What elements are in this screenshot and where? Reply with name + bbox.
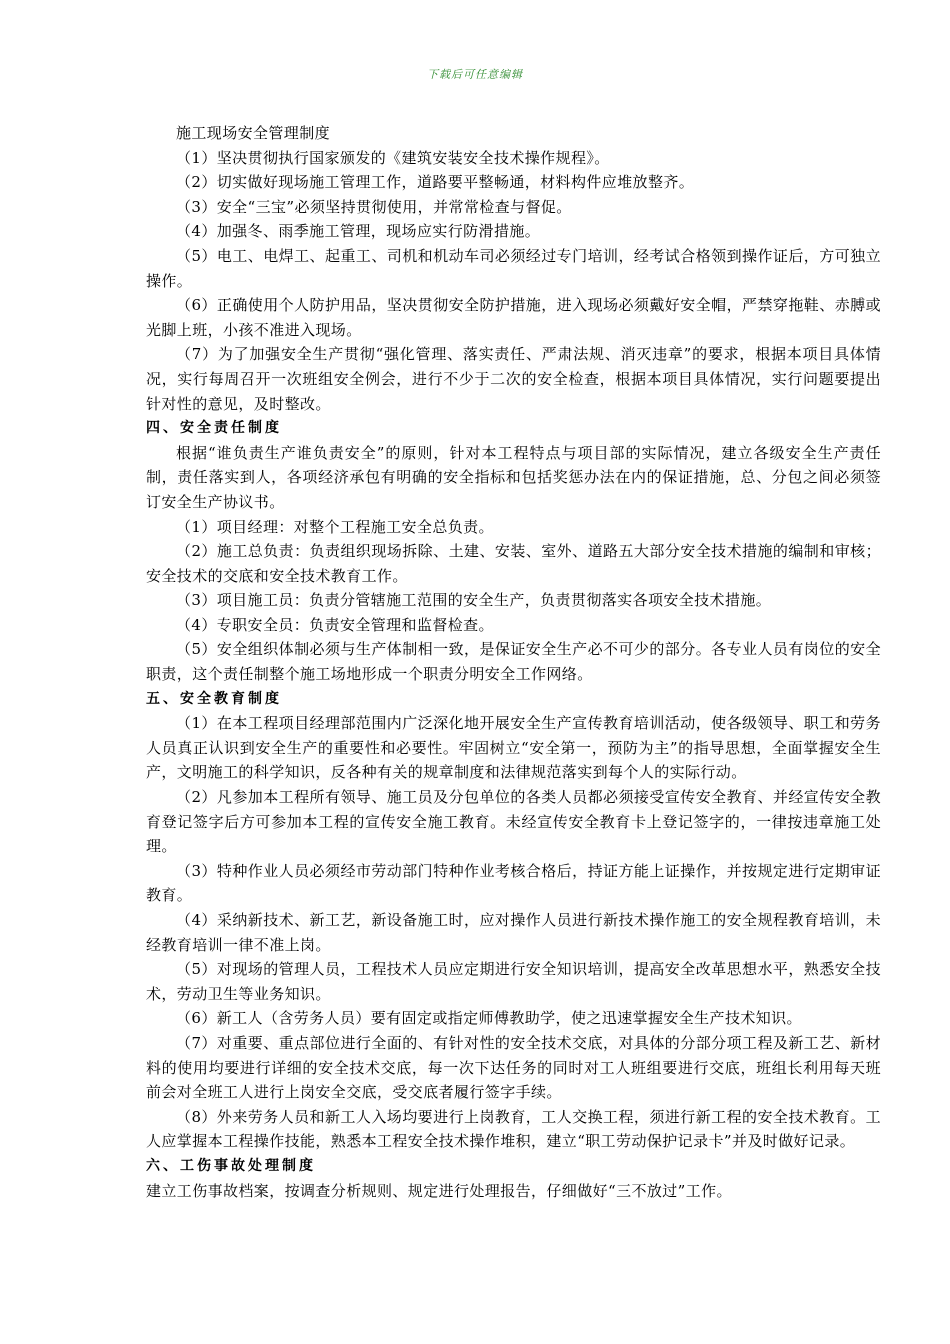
paragraph: （2）切实做好现场施工管理工作，道路要平整畅通，材料构件应堆放整齐。	[176, 173, 695, 192]
section-title: 施工现场安全管理制度	[176, 124, 331, 142]
paragraph: 建立工伤事故档案，按调查分析规则、规定进行处理报告，仔细做好“三不放过”工作。	[146, 1181, 732, 1200]
paragraph: （3）安全“三宝”必须坚持贯彻使用，并常常检查与督促。	[176, 197, 572, 216]
paragraph: （1）坚决贯彻执行国家颁发的《建筑安装安全技术操作规程》。	[176, 148, 610, 167]
paragraph: （5）对现场的管理人员，工程技术人员应定期进行安全知识培训，提高安全改革思想水平，熟悉安全技术，劳动卫生等业务知识。	[146, 960, 881, 1003]
paragraph: （3）项目施工员：负责分管辖施工范围的安全生产，负责贯彻落实各项安全技术措施。	[176, 591, 772, 610]
paragraph: 根据“谁负责生产谁负责安全”的原则，针对本工程特点与项目部的实际情况，建立各级安全生产责任制，责任落实到人，各项经济承包有明确的安全指标和包括奖惩办法在内的保证措施，总、分包之间必须签订安全生产协议书。	[146, 443, 881, 511]
paragraph: （7）对重要、重点部位进行全面的、有针对性的安全技术交底，对具体的分部分项工程及新工艺、新材料的使用均要进行详细的安全技术交底，每一次下达任务的同时对工人班组要进行交底，班组长利用每天班前会对全班工人进行上岗安全交底，受交底者履行签字手续。	[146, 1033, 881, 1102]
paragraph: （4）专职安全员：负责安全管理和监督检查。	[176, 615, 494, 634]
heading-injury-accident: 六、工伤事故处理制度	[146, 1157, 316, 1174]
paragraph: （1）项目经理：对整个工程施工安全总负责。	[176, 517, 494, 536]
heading-safety-responsibility: 四、安全责任制度	[146, 420, 282, 437]
paragraph: （4）采纳新技术、新工艺，新设备施工时，应对操作人员进行新技术操作施工的安全规程教育培训，未经教育培训一律不准上岗。	[146, 911, 881, 954]
document-body	[146, 121, 881, 1203]
paragraph: （6）正确使用个人防护用品，坚决贯彻安全防护措施，进入现场必须戴好安全帽，严禁穿拖鞋、赤膊或光脚上班，小孩不准进入现场。	[146, 296, 881, 339]
paragraph: （2）凡参加本工程所有领导、施工员及分包单位的各类人员都必须接受宣传安全教育、并经宣传安全教育登记签字后方可参加本工程的宣传安全施工教育。未经宣传安全教育卡上登记签字的，一律按违章施工处理。	[146, 788, 881, 856]
heading-safety-education: 五、安全教育制度	[146, 690, 282, 707]
paragraph: （8）外来劳务人员和新工人入场均要进行上岗教育，工人交换工程，须进行新工程的安全技术教育。工人应掌握本工程操作技能，熟悉本工程安全技术操作堆积，建立“职工劳动保护记录卡”并及时做好记录。	[146, 1107, 881, 1151]
watermark: 下载后可任意编辑	[427, 68, 523, 81]
paragraph: （1）在本工程项目经理部范围内广泛深化地开展安全生产宣传教育培训活动，使各级领导、职工和劳务人员真正认识到安全生产的重要性和必要性。牢固树立“安全第一，预防为主”的指导思想，全面掌握安全生产，文明施工的科学知识，反各种有关的规章制度和法律规范落实到每个人的实际行动。	[146, 714, 881, 782]
paragraph: （5）安全组织体制必须与生产体制相一致，是保证安全生产必不可少的部分。各专业人员有岗位的安全职责，这个责任制整个施工场地形成一个职责分明安全工作网络。	[146, 640, 881, 684]
paragraph: （5）电工、电焊工、起重工、司机和机动车司必须经过专门培训，经考试合格领到操作证后，方可独立操作。	[146, 246, 881, 290]
paragraph: （3）特种作业人员必须经市劳动部门特种作业考核合格后，持证方能上证操作，并按规定进行定期审证教育。	[146, 861, 881, 905]
paragraph: （2）施工总负责：负责组织现场拆除、土建、安装、室外、道路五大部分安全技术措施的编制和审核；安全技术的交底和安全技术教育工作。	[146, 542, 881, 585]
paragraph: （4）加强冬、雨季施工管理，现场应实行防滑措施。	[176, 222, 541, 241]
paragraph: （6）新工人（含劳务人员）要有固定或指定师傅教助学，使之迅速掌握安全生产技术知识。	[176, 1009, 802, 1028]
paragraph: （7）为了加强安全生产贯彻“强化管理、落实责任、严肃法规、消灭违章”的要求，根据本项目具体情况，实行每周召开一次班组安全例会，进行不少于二次的安全检查，根据本项目具体情况，实行问题要提出针对性的意见，及时整改。	[146, 345, 881, 413]
